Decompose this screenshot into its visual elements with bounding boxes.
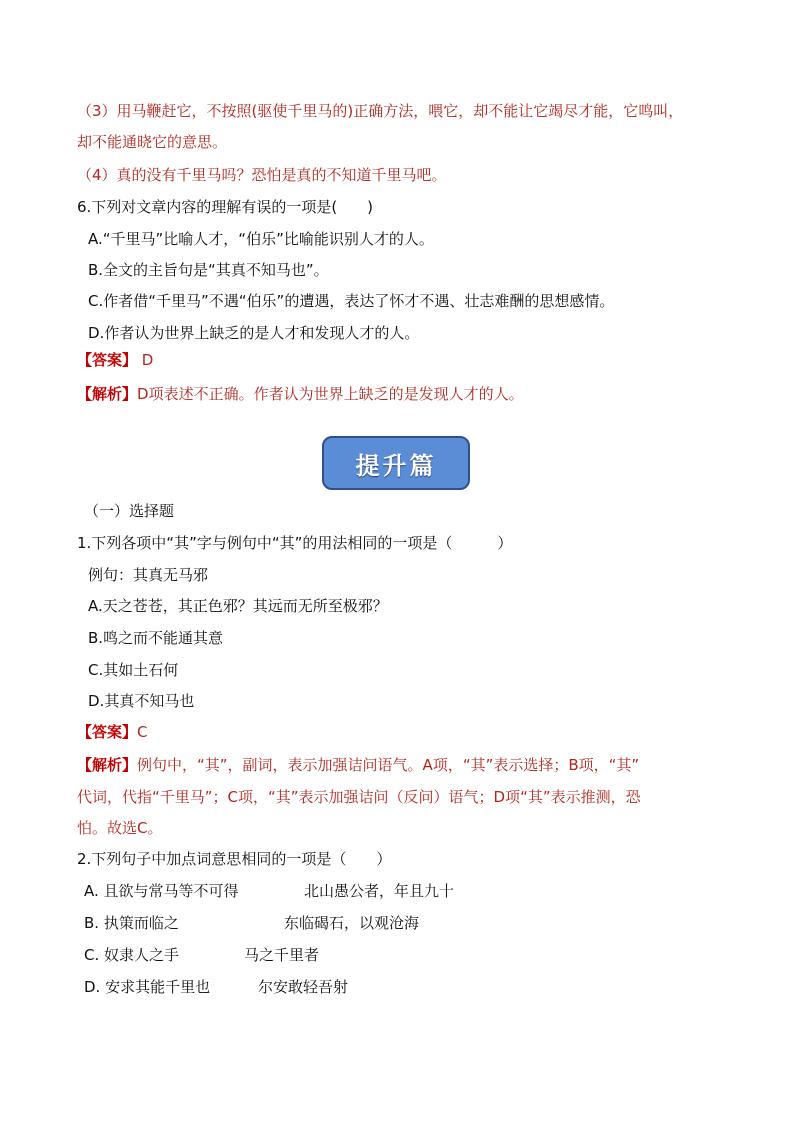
banner-label: 提升篇 [355,451,437,480]
question-1-stem: 1.下列各项中“其”字与例句中“其”的用法相同的一项是（ ） [77,534,513,552]
answer-value: D [137,351,154,369]
question-1-option-d: D.其真不知马也 [88,692,195,710]
question-6-answer [77,350,734,370]
question-2-option-c [84,945,734,965]
option-b-left: B. 执策而临之 [84,914,179,932]
question-1-answer [77,722,734,742]
option-a-right: 北山愚公者，年且九十 [304,882,455,900]
question-1-example: 例句：其真无马邪 [88,566,209,584]
question-1-option-b: B.鸣之而不能通其意 [88,629,224,647]
question-6-option-a: A.“千里马”比喻人才，“伯乐”比喻能识别人才的人。 [88,230,434,248]
translation-item-4: （4）真的没有千里马吗？恐怕是真的不知道千里马吧。 [77,166,447,184]
question-2-option-a [84,881,734,901]
option-c-left: C. 奴隶人之手 [84,946,180,964]
question-2-option-d [84,977,734,997]
section-banner [322,436,470,490]
analysis-tag: 【解析】 [77,385,138,403]
question-1-analysis-line-1 [77,755,734,775]
section-title: （一）选择题 [84,502,175,520]
translation-item-3-line-2: 却不能通晓它的意思。 [77,133,228,151]
question-6-stem: 6.下列对文章内容的理解有误的一项是( ) [77,198,374,216]
answer-tag: 【答案】 [77,723,138,741]
option-b-right: 东临碣石，以观沧海 [284,914,420,932]
analysis-tag: 【解析】 [77,756,138,774]
question-6-analysis [77,384,734,404]
question-1-option-a: A.天之苍苍，其正色邪？其远而无所至极邪？ [88,597,388,615]
option-d-left: D. 安求其能千里也 [84,978,211,996]
analysis-text: D项表述不正确。作者认为世界上缺乏的是发现人才的人。 [137,385,524,403]
analysis-text: 例句中，“其”，副词，表示加强诘问语气。A项，“其”表示选择；B项，“其” [137,756,640,774]
option-d-right: 尔安敢轻吾射 [258,978,349,996]
question-1-option-c: C.其如土石何 [88,661,179,679]
answer-value: C [137,723,148,741]
option-c-right: 马之千里者 [244,946,320,964]
question-6-option-c: C.作者借“千里马”不遇“伯乐”的遭遇，表达了怀才不遇、壮志难酬的思想感情。 [88,292,615,310]
question-2-stem: 2.下列句子中加点词意思相同的一项是（ ） [77,850,392,868]
answer-tag: 【答案】 [77,351,138,369]
question-1-analysis-line-2: 代词，代指“千里马”；C项，“其”表示加强诘问（反问）语气；D项“其”表示推测，恐 [77,788,641,806]
question-2-option-b [84,913,734,933]
question-6-option-b: B.全文的主旨句是“其真不知马也”。 [88,261,329,279]
translation-item-3-line-1: （3）用马鞭赶它，不按照(驱使千里马的)正确方法，喂它，却不能让它竭尽才能，它鸣叫， [77,102,684,120]
option-a-left: A. 且欲与常马等不可得 [84,882,239,900]
question-1-analysis-line-3: 怕。故选C。 [77,819,163,837]
question-6-option-d: D.作者认为世界上缺乏的是人才和发现人才的人。 [88,324,420,342]
